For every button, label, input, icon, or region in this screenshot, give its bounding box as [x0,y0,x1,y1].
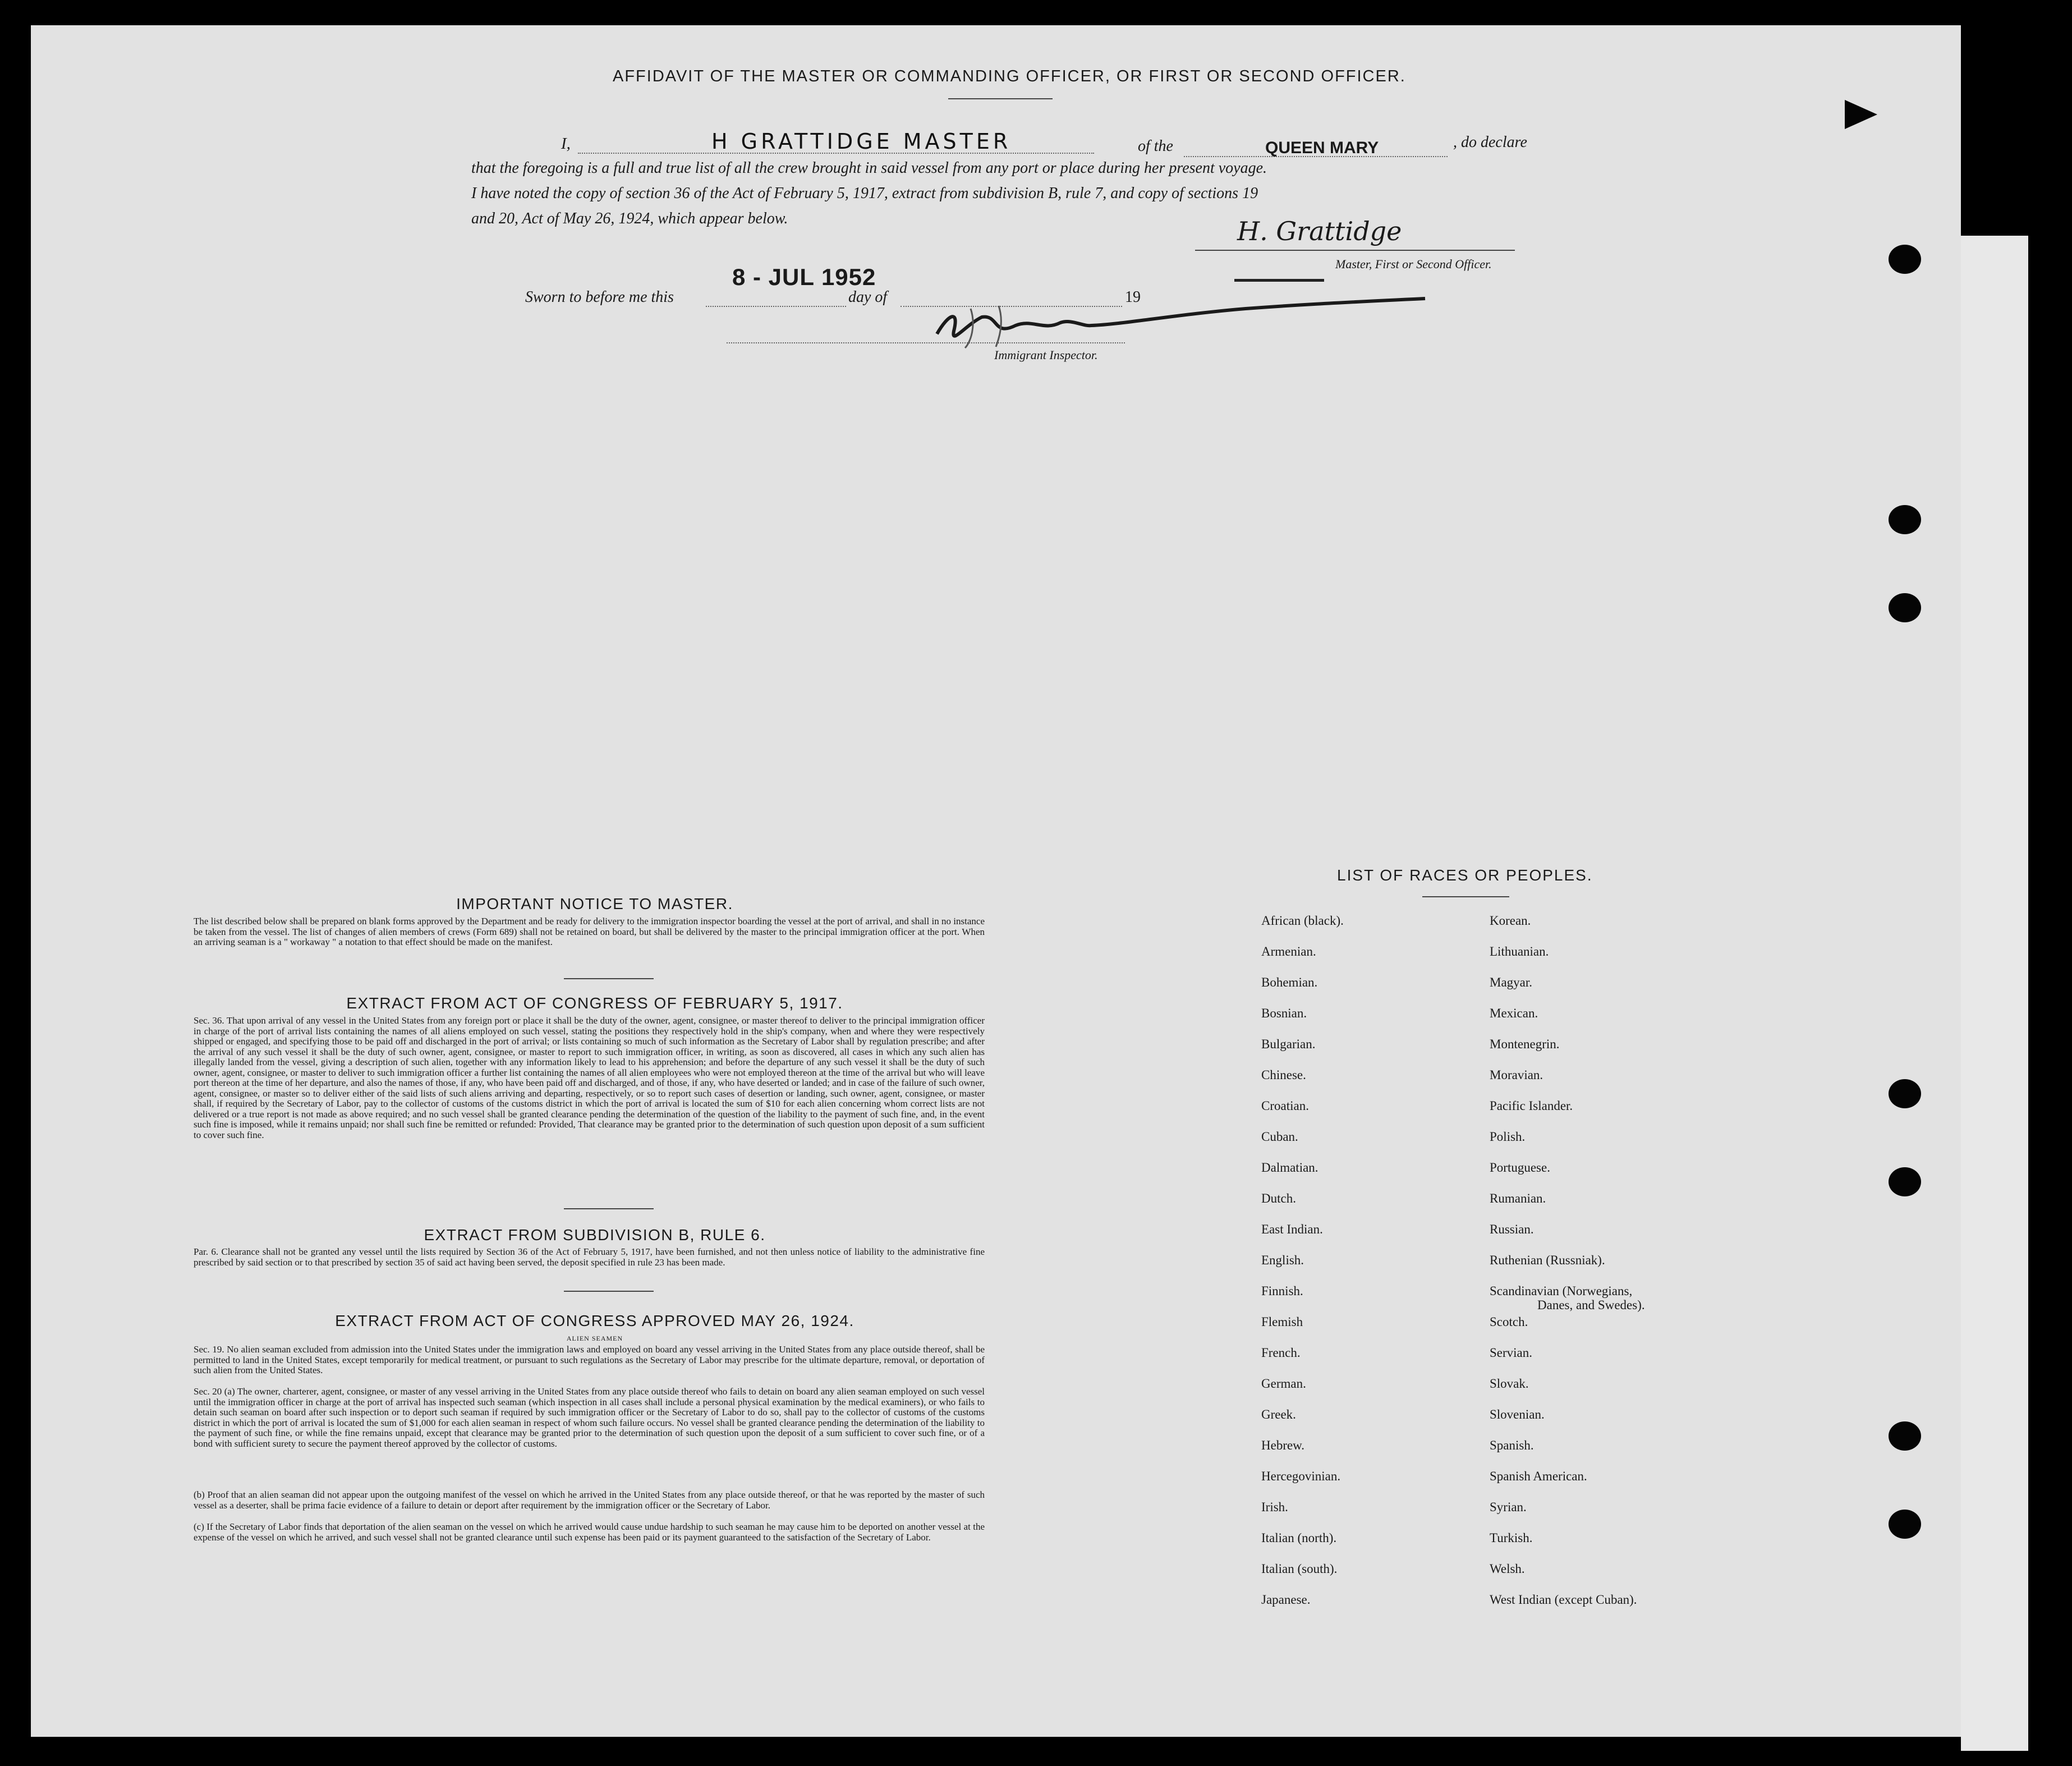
race-left: Irish. [1261,1500,1288,1514]
race-right: Mexican. [1490,1006,1538,1020]
race-right: Turkish. [1490,1531,1533,1545]
date-stamp: 8 - JUL 1952 [732,264,876,290]
race-left: English. [1261,1253,1304,1267]
extract-1924-sec-20b: (b) Proof that an alien seaman did not appear upon the outgoing manifest of the vessel on which he arrived in the United States from any place outside thereof, or that he was reported by the master of such vessel as a deserter, shall be prima facie evidence of a failure to detain or deport after requirement by the immigration officer or the Secretary of Labor. [194,1489,985,1511]
punch-hole-icon [1889,593,1921,622]
divider [1422,896,1509,897]
affidavit-of-the: of the [1138,137,1173,155]
punch-hole-icon [1889,1079,1921,1108]
race-left: Bosnian. [1261,1006,1307,1020]
extract-1924-sec-20a: Sec. 20 (a) The owner, charterer, agent, consignee, or master of any vessel arriving in the United States from any place outside thereof who fails to detain on board any alien seaman employed on such vessel until the immigration officer in charge at the port of arrival has inspected such seaman (which inspection in all cases shall include a personal physical examination by the medical examiners), or who fails to detain such seaman on board after such inspection or to deport such seaman if required by such immigration officer or the Secretary of Labor to do so, shall pay to the collector of customs of the customs district in which the port of arrival is located the sum of $1,000 for each alien seaman in respect of whom such failure occurs. No vessel shall be granted clearance pending the determination of the liability to the payment of such fine, or while the fine remains unpaid, except that clearance may be granted prior to the determination of such question upon the deposit of a sum sufficient to cover such fine, or of a bond with sufficient surety to secure the payment thereof approved by the collector of customs. [194,1386,985,1449]
race-right: Scandinavian (Norwegians, [1490,1284,1633,1298]
punch-hole-icon [1889,1421,1921,1451]
race-left: Croatian. [1261,1099,1309,1113]
page-edge [1961,236,2028,1751]
race-left: East Indian. [1261,1222,1323,1236]
divider [564,1291,654,1292]
race-right: Magyar. [1490,975,1533,989]
master-caption: Master, First or Second Officer. [1335,257,1492,271]
race-left: Japanese. [1261,1593,1311,1607]
arrow-marker-icon [1845,100,1877,129]
inspector-signature [886,292,1436,354]
race-left: Dalmatian. [1261,1160,1318,1175]
race-right: Lithuanian. [1490,944,1549,958]
race-left: Hebrew. [1261,1438,1305,1452]
race-left: Italian (south). [1261,1562,1338,1576]
race-right: Rumanian. [1490,1191,1546,1205]
race-right: Scotch. [1490,1315,1528,1329]
notice-title: IMPORTANT NOTICE TO MASTER. [456,895,733,912]
extract-1917-title: EXTRACT FROM ACT OF CONGRESS OF FEBRUARY 5, 1917. [346,994,843,1012]
inspector-caption: Immigrant Inspector. [994,348,1098,362]
divider [564,1208,654,1209]
race-left: Dutch. [1261,1191,1296,1205]
punch-hole-icon [1889,1167,1921,1196]
race-right: West Indian (except Cuban). [1490,1593,1637,1607]
rule-6-title: EXTRACT FROM SUBDIVISION B, RULE 6. [424,1226,766,1244]
punch-hole-icon [1889,245,1921,274]
race-left: French. [1261,1346,1301,1360]
race-left: African (black). [1261,914,1344,928]
divider [948,98,1053,99]
race-right: Montenegrin. [1490,1037,1560,1051]
race-right: Korean. [1490,914,1531,928]
race-right: Moravian. [1490,1068,1543,1082]
divider [564,978,654,979]
race-right: Russian. [1490,1222,1534,1236]
inspector-line [727,342,1125,343]
race-left: Italian (north). [1261,1531,1337,1545]
race-left: Flemish [1261,1315,1303,1329]
race-right: Ruthenian (Russniak). [1490,1253,1605,1267]
race-right: Slovak. [1490,1377,1529,1391]
race-right: Syrian. [1490,1500,1527,1514]
affidavit-title: AFFIDAVIT OF THE MASTER OR COMMANDING OFFICER, OR FIRST OR SECOND OFFICER. [613,67,1406,85]
race-right: Spanish American. [1490,1469,1587,1483]
race-left: Hercegovinian. [1261,1469,1341,1483]
race-right: Welsh. [1490,1562,1525,1576]
races-title: LIST OF RACES OR PEOPLES. [1337,866,1593,884]
master-name: H GRATTIDGE MASTER [711,129,1012,154]
sworn-line [706,306,846,307]
affidavit-line-3: I have noted the copy of section 36 of the Act of February 5, 1917, extract from subdivision B, rule 7, and copy of sections 19 [471,185,1258,202]
race-left: German. [1261,1377,1306,1391]
race-left: Chinese. [1261,1068,1306,1082]
affidavit-line-4: and 20, Act of May 26, 1924, which appear below. [471,210,788,227]
signature-line [1195,250,1515,251]
extract-1924-subtitle: ALIEN SEAMEN [566,1334,623,1342]
affidavit-do-declare: , do declare [1453,134,1527,151]
race-left: Bohemian. [1261,975,1318,989]
race-left: Armenian. [1261,944,1316,958]
race-left: Bulgarian. [1261,1037,1316,1051]
punch-hole-icon [1889,505,1921,534]
race-left: Cuban. [1261,1130,1298,1144]
form-page [31,25,1961,1737]
race-left: Greek. [1261,1407,1296,1421]
race-right: Pacific Islander. [1490,1099,1573,1113]
sworn-label: Sworn to before me this [525,288,674,306]
punch-hole-icon [1889,1510,1921,1539]
race-right-continued: Danes, and Swedes). [1537,1298,1645,1312]
vessel-name: QUEEN MARY [1265,139,1379,157]
race-left: Finnish. [1261,1284,1303,1298]
year-prefix: 19 [1125,288,1141,306]
affidavit-line-2: that the foregoing is a full and true list of all the crew brought in said vessel from any port or place during her present voyage. [471,159,1267,177]
extract-1924-sec-20c: (c) If the Secretary of Labor finds that deportation of the alien seaman on the vessel on which he arrived would cause undue hardship to such seaman he may cause him to be deported on another vessel at the expense of the vessel on which he arrived, and such vessel shall not be granted clearance until such expense has been paid or its payment guaranteed to the satisfaction of the Secretary of Labor. [194,1521,985,1543]
affidavit-i: I, [561,135,571,153]
day-of-label: day of [848,288,888,306]
extract-1917-body: Sec. 36. That upon arrival of any vessel in the United States from any foreign port or place it shall be the duty of the owner, agent, consignee, or master thereof to deliver to the principal immigration officer in charge of the port of arrival lists containing the names of all aliens employed on such vessel, stating the positions they respectively hold in the ship's company, when and where they were respectively shipped or engaged, and specifying those to be paid off and discharged in the port of arrival; or lists containing so much of such information as the Secretary of Labor shall by regulation prescribe; and after the arrival of any such vessel it shall be the duty of such owner, agent, consignee, or master to report to such immigration officer, in writing, as soon as discovered, all cases in which any such alien has illegally landed from the vessel, giving a description of such alien, together with any information likely to lead to his apprehension; and before the departure of any such vessel it shall be the duty of such owner, agent, consignee, or master to deliver to such immigration officer a further list containing the names of all alien employees who were not employed thereon at the time of the arrival but who will leave port thereon at the time of her departure, and also the names of those, if any, who have been paid off and discharged, and of those, if any, who have deserted or landed; and in case of the failure of such owner, agent, consignee, or master so to deliver either of the said lists of such aliens arriving and departing, respectively, or so to report such cases of desertion or landing, such owner, agent, consignee, or master shall, if required by the Secretary of Labor, pay to the collector of customs of the customs district in which the port of arrival is located the sum of $10 for each alien concerning whom correct lists are not delivered or a true report is not made as above required; and no such vessel shall be granted clearance pending the determination of the question of the liability to the payment of such fine, and, in the event such fine is imposed, while it remains unpaid; nor shall such fine be remitted or refunded: Provided, That clearance may be granted prior to the determination of such question upon deposit of a sum sufficient to cover such fine. [194,1015,985,1140]
race-right: Portuguese. [1490,1160,1550,1175]
master-signature: H. Grattidge [1237,216,1402,246]
rule-6-body: Par. 6. Clearance shall not be granted any vessel until the lists required by Section 36 of the Act of February 5, 1917, have been furnished, and not then unless notice of liability to the administrative fine prescribed by said section or to that prescribed by section 35 of said act having been served, the deposit specified in rule 23 has been made. [194,1246,985,1268]
race-right: Spanish. [1490,1438,1534,1452]
signature-stroke [1234,279,1324,282]
race-right: Servian. [1490,1346,1533,1360]
race-right: Slovenian. [1490,1407,1545,1421]
extract-1924-sec-19: Sec. 19. No alien seaman excluded from admission into the United States under the immigration laws and employed on board any vessel arriving in the United States from any place outside thereof, shall be permitted to land in the United States, except temporarily for medical treatment, or pursuant to such regulations as the Secretary of Labor may prescribe for the ultimate departure, removal, or deportation of such alien from the United States. [194,1344,985,1375]
notice-body: The list described below shall be prepared on blank forms approved by the Department and be ready for delivery to the immigration inspector boarding the vessel at the port of arrival, and shall in no instance be taken from the vessel. The list of changes of alien members of crews (Form 689) shall not be retained on board, but shall be delivered by the master to the principal immigration officer at the port. When an arriving seaman is a " workaway " a notation to that effect should be made on the manifest. [194,916,985,947]
extract-1924-title: EXTRACT FROM ACT OF CONGRESS APPROVED MAY 26, 1924. [335,1312,854,1329]
race-right: Polish. [1490,1130,1526,1144]
